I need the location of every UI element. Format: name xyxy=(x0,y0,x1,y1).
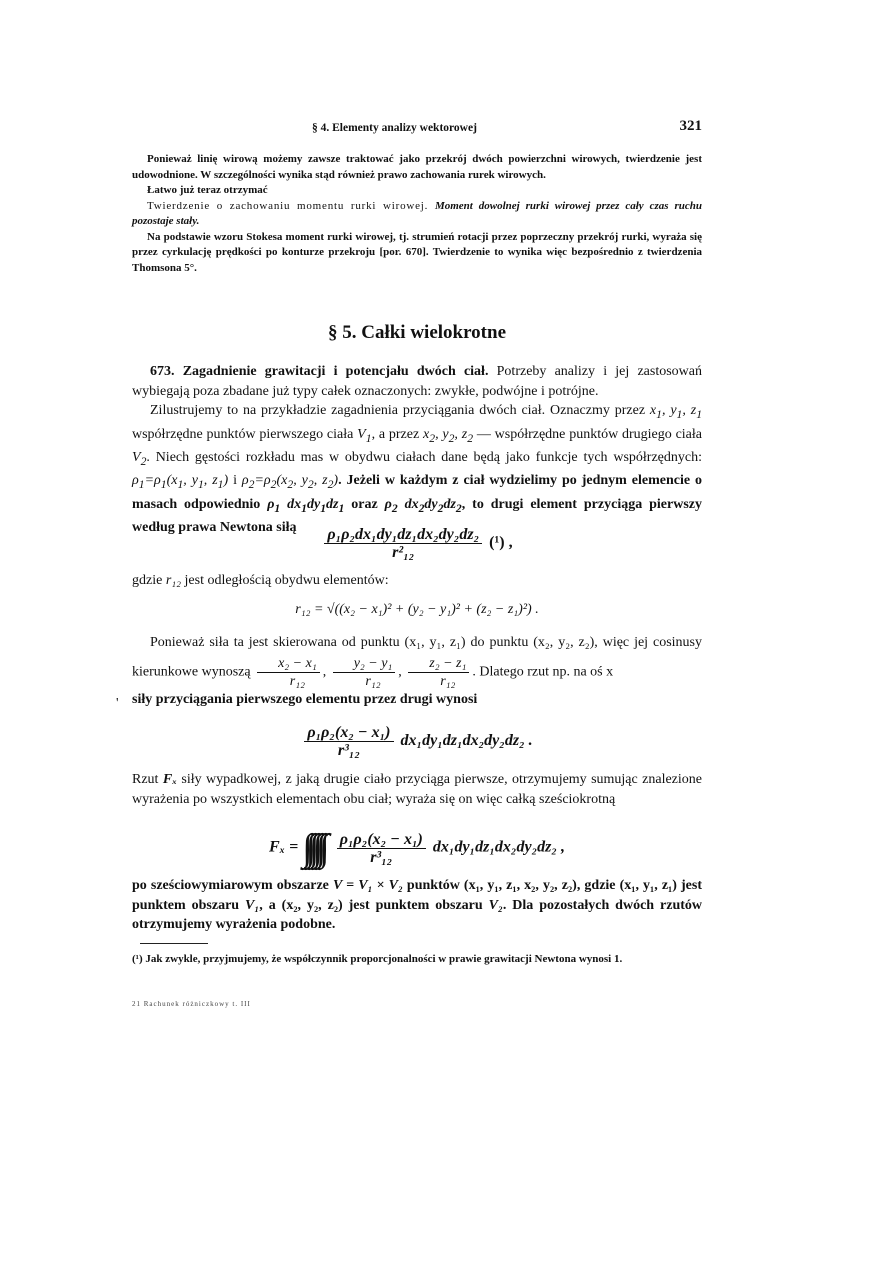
variable-V1: V₁ xyxy=(245,897,260,913)
variable-Fx: Fₓ xyxy=(162,772,177,787)
header-title: § 4. Elementy analizy wektorowej xyxy=(312,122,477,134)
signature-mark: 21 Rachunek różniczkowy t. III xyxy=(132,1000,251,1008)
text-span: — współrzędne punktów drugiego ciała xyxy=(476,426,702,442)
theorem-lead: Twierdzenie o zachowaniu momentu rurki wirowej. xyxy=(147,199,429,212)
integral-signs: ∫∫∫∫∫∫ xyxy=(302,827,323,869)
eq4-differentials: dx₁dy₁dz₁dx₂dy₂dz₂ , xyxy=(432,838,565,856)
paragraph-domain xyxy=(132,876,702,935)
text-span: , a przez xyxy=(371,426,420,442)
text-span: i xyxy=(233,473,237,489)
text-span: gdzie xyxy=(132,573,163,588)
eq3-numerator: ρ₁ρ₂(x₂ − x₁) xyxy=(304,724,393,742)
text-span: . Dlatego rzut np. na oś x xyxy=(472,664,614,680)
theorem-italic: Moment dowolnej rurki wirowej przez cały czas ruchu pozostaje stały. xyxy=(132,199,702,227)
eq1-denominator: r²₁₂ xyxy=(392,544,415,561)
paragraph-resultant xyxy=(132,770,702,809)
equation-element-projection xyxy=(132,724,702,759)
footnote-rule xyxy=(140,943,208,944)
eq1-footnote-ref: (¹) , xyxy=(489,534,513,552)
text-span: . Dla pozostałych dwóch rzutów otrzymujemy wyrażenia podobne. xyxy=(132,897,703,933)
paragraph-coordinates: Zilustrujemy to na przykładzie zagadnienia przyciągania dwóch ciał. Oznaczmy przez $x_1$, $y_1$, $z_1$ współrzędne punktów pierwszego ciała $V_1$, a przez $x_2$, $y_2$, $z_2$ — współrzędne punktów drugiego ciała $V_2$. Niech gęstości rozkładu mas w obydwu ciałach dane będą jako funkcje tych współrzędnych: $\rho_1=\rho_1(x_1$, $y_1$, $z_1$) i $\rho_2=\rho_2(x_2$, $y_2$, $z_2$). Jeżeli w każdym z ciał wydzielimy po jednym elemencie o masach odpowiednio $\rho_1$ $dx_1dy_1dz_1$ oraz $\rho_2$ $dx_2dy_2dz_2$, to drugi element przyciąga pierwszy według prawa Newtona siłą xyxy=(132,403,703,536)
main-text xyxy=(132,362,702,538)
text-span: jest odległością obydwu elementów: xyxy=(184,573,389,588)
paragraph-cosines: Ponieważ siła ta jest skierowana od punktu (x₁, y₁, z₁) do punktu (x₂, y₂, z₂), więc jej cosinusy kierunkowe wynoszą $\frac{\text{x₂ − x₁}}{\text{r₁₂}}$ , $\frac{\text{y₂ − y₁}}{\text{r₁₂}}$ , $\frac{\text{z₂ − z₁}}{\text{r₁₂}}$ . Dlatego rzut np. na oś x siły przyciągania pierwszego elementu przez drugi wynosi xyxy=(132,631,702,710)
text-span: Zilustrujemy to na przykładzie zagadnienia przyciągania dwóch ciał. Oznaczmy przez xyxy=(150,403,646,419)
variable-V2: V₂ xyxy=(488,897,503,913)
text-span: po sześciowymiarowym obszarze xyxy=(132,878,329,893)
variable-V: V = V₁ × V₂ xyxy=(332,878,403,893)
paragraph-heading: Zagadnienie grawitacji i potencjału dwóch ciał. xyxy=(182,364,489,379)
variable-r12: r₁₂ xyxy=(165,573,182,588)
text-span: , a (x₂, y₂, z₂) jest punktem obszaru xyxy=(259,897,483,913)
eq4-denominator: r³₁₂ xyxy=(370,848,393,866)
text-span: oraz xyxy=(351,496,378,512)
paragraph-number: 673. xyxy=(150,364,175,379)
text-span: Ponieważ siła ta jest skierowana od punktu (x₁, y₁, z₁) do punktu (x₂, y₂, z₂), więc jej cosinusy kierunkowe wynoszą xyxy=(132,635,702,680)
section-title: § 5. Całki wielokrotne xyxy=(327,322,507,343)
equation-newton-force xyxy=(132,526,702,561)
eq3-differentials: dx₁dy₁dz₁dx₂dy₂dz₂ . xyxy=(400,732,533,750)
running-header xyxy=(132,118,702,140)
top-text-block xyxy=(132,152,702,276)
footnote: (¹) Jak zwykle, przyjmujemy, że współczynnik proporcjonalności w prawie grawitacji Newtona wynosi 1. xyxy=(132,953,623,965)
paragraph-text: Potrzeby analizy i jej zastosowań wybiegają poza zbadane już typy całek oznaczonych: zwykłe, podwójne i potrójne. xyxy=(132,364,702,399)
theorem-statement xyxy=(132,199,702,230)
eq3-denominator: r³₁₂ xyxy=(337,742,361,759)
top-paragraph-1: Ponieważ linię wirową możemy zawsze traktować jako przekrój dwóch powierzchni wirowych, twierdzenie jest udowodnione. W szczególności wynika stąd również prawo zachowania rurek wirowych. xyxy=(132,153,702,181)
cosine-denominator: r₁₂ xyxy=(440,674,456,689)
cosine-y-numerator: y₂ − y₁ xyxy=(333,655,396,673)
eq1-numerator: ρ₁ρ₂dx₁dy₁dz₁dx₂dy₂dz₂ xyxy=(324,526,482,544)
cosine-denominator: r₁₂ xyxy=(289,674,305,689)
text-span: , to drugi element przyciąga pierwszy według prawa Newtona siłą xyxy=(132,496,703,536)
page-number: 321 xyxy=(679,118,702,134)
top-paragraph-2: Łatwo już teraz otrzymać xyxy=(147,184,268,196)
text-span: . Jeżeli w każdym z ciał wydzielimy po jednym elemencie o masach odpowiednio xyxy=(132,473,702,512)
margin-mark: ' xyxy=(116,696,119,711)
text-span: współrzędne punktów pierwszego ciała xyxy=(132,426,354,442)
cosine-z-numerator: z₂ − z₁ xyxy=(408,655,469,673)
text-span: punktów (x₁, y₁, z₁, x₂, y₂, z₂), gdzie (x₁, y₁, z₁) jest punktem obszaru xyxy=(132,878,702,913)
cosine-x-numerator: x₂ − x₁ xyxy=(257,655,320,673)
equation-distance: r₁₂ = √((x₂ − x₁)² + (y₂ − y₁)² + (z₂ − z₁)²) . xyxy=(295,602,539,617)
paragraph-673 xyxy=(132,362,702,401)
cosine-denominator: r₁₂ xyxy=(365,674,381,689)
text-span: Rzut xyxy=(132,772,159,787)
paragraph-distance xyxy=(132,571,702,591)
eq4-numerator: ρ₁ρ₂(x₂ − x₁) xyxy=(337,831,426,849)
text-span: siły wypadkowej, z jaką drugie ciało przyciąga pierwsze, otrzymujemy sumując znalezione wyrażenia po wszystkich elementach obu ciał; wyraża się on więc całką sześciokrotną xyxy=(132,772,702,807)
top-paragraph-4: Na podstawie wzoru Stokesa moment rurki wirowej, tj. strumień rotacji przez poprzeczny przekrój rurki, wyraża się przez cyrkulację prędkości po konturze przekroju [por. 670]. Twierdzenie to wynika więc bezpośrednio z twierdzenia Thomsona 5°. xyxy=(132,230,702,274)
text-span: . Niech gęstości rozkładu mas w obydwu ciałach dane będą jako funkcje tych współrzędnych: xyxy=(146,449,702,465)
text-span: siły przyciągania pierwszego elementu przez drugi wynosi xyxy=(132,692,478,707)
eq4-lhs: Fₓ = xyxy=(269,838,299,856)
equation-sextuple-integral xyxy=(132,826,702,870)
